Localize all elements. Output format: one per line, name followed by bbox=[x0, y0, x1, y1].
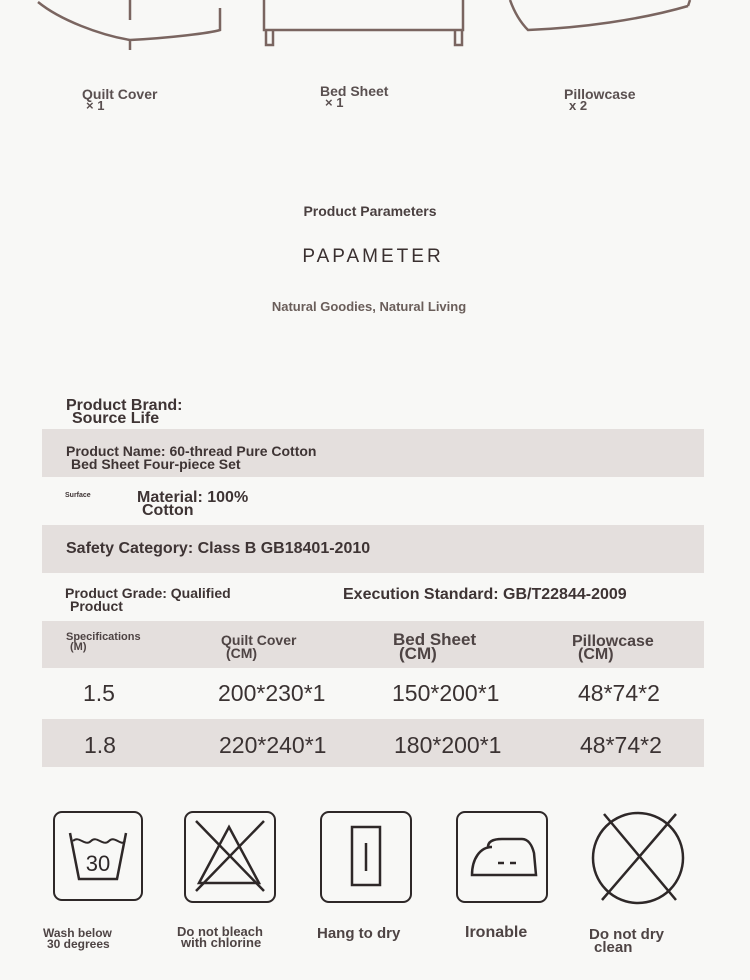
spec-header-quilt bbox=[221, 634, 296, 660]
bed-sheet-outline bbox=[264, 0, 463, 45]
param-material bbox=[137, 491, 248, 517]
spec-header-spec bbox=[66, 632, 141, 652]
pillowcase-outline bbox=[510, 0, 690, 30]
param-name bbox=[66, 445, 316, 471]
table-cell: 180*200*1 bbox=[394, 732, 502, 758]
table-cell: 1.5 bbox=[83, 680, 115, 706]
care-label-line1: Do not dry bbox=[589, 926, 664, 943]
spec-header-line1: Quilt Cover bbox=[221, 632, 297, 648]
item-qty: × 1 bbox=[325, 95, 344, 110]
param-material-value: Cotton bbox=[142, 502, 194, 519]
quilt-cover-outline bbox=[38, 0, 220, 50]
item-name: Quilt Cover bbox=[82, 86, 158, 102]
item-quilt-cover bbox=[82, 86, 158, 113]
spec-header-pillow bbox=[572, 635, 654, 661]
care-label-line2: with chlorine bbox=[181, 935, 262, 950]
table-cell: 150*200*1 bbox=[392, 680, 500, 706]
section-subtitle-en: PAPAMETER bbox=[302, 246, 444, 267]
spec-header-sheet bbox=[393, 630, 477, 663]
param-standard: Execution Standard: GB/T22844-2009 bbox=[343, 586, 627, 603]
item-bed-sheet bbox=[320, 83, 389, 110]
care-label-line2: clean bbox=[594, 939, 633, 956]
param-surface-tag: Surface bbox=[65, 492, 91, 499]
table-cell: 48*74*2 bbox=[578, 680, 660, 706]
care-label-line1: Ironable bbox=[465, 924, 528, 941]
quilt-cover-illustration bbox=[0, 0, 750, 50]
table-cell: 200*230*1 bbox=[218, 680, 326, 706]
care-label-bleach bbox=[177, 926, 263, 948]
iron-icon bbox=[456, 811, 548, 903]
wash-temp-text: 30 bbox=[85, 851, 111, 876]
param-material-label: Material: 100% bbox=[137, 489, 249, 506]
spec-header-line2: (CM) bbox=[399, 644, 437, 663]
param-safety: Safety Category: Class B GB18401-2010 bbox=[66, 540, 371, 557]
table-cell: 1.8 bbox=[84, 732, 116, 758]
care-label-line1: Do not bleach bbox=[177, 924, 263, 939]
item-qty: × 1 bbox=[86, 98, 105, 113]
section-title: Product Parameters bbox=[303, 203, 437, 219]
param-brand-label: Product Brand: bbox=[66, 397, 183, 414]
care-label-line1: Hang to dry bbox=[317, 925, 401, 942]
param-grade-value: Product bbox=[70, 598, 123, 614]
table-cell: 220*240*1 bbox=[219, 732, 327, 758]
care-label-wash bbox=[43, 928, 112, 950]
spec-header-line1: Bed Sheet bbox=[393, 630, 477, 649]
section-tagline: Natural Goodies, Natural Living bbox=[271, 299, 467, 314]
table-cell: 48*74*2 bbox=[580, 732, 662, 758]
param-name-value: Bed Sheet Four-piece Set bbox=[71, 456, 241, 472]
wash-30-icon bbox=[53, 811, 143, 901]
care-label-dry-clean bbox=[589, 928, 664, 954]
spec-header-line2: (CM) bbox=[578, 646, 614, 663]
spec-header-line2: (M) bbox=[70, 641, 87, 653]
care-label-line2: 30 degrees bbox=[47, 937, 110, 951]
no-dry-clean-icon bbox=[590, 810, 687, 907]
param-brand-value: Source Life bbox=[72, 410, 160, 427]
item-qty: x 2 bbox=[569, 98, 588, 113]
param-brand bbox=[66, 399, 182, 425]
spec-header-line1: Pillowcase bbox=[572, 633, 654, 650]
care-label-line1: Wash below bbox=[43, 926, 112, 940]
param-grade bbox=[65, 587, 231, 613]
care-label-hang bbox=[317, 925, 401, 942]
no-bleach-icon bbox=[184, 811, 276, 903]
spec-header-line2: (CM) bbox=[226, 645, 258, 661]
param-grade-label: Product Grade: Qualified bbox=[65, 585, 231, 601]
item-name: Pillowcase bbox=[564, 86, 636, 102]
item-pillowcase bbox=[564, 86, 636, 113]
item-name: Bed Sheet bbox=[320, 83, 389, 99]
param-name-label: Product Name: 60-thread Pure Cotton bbox=[66, 443, 317, 459]
care-label-iron bbox=[465, 924, 528, 941]
hang-dry-icon bbox=[320, 811, 412, 903]
spec-header-line1: Specifications bbox=[66, 631, 141, 643]
